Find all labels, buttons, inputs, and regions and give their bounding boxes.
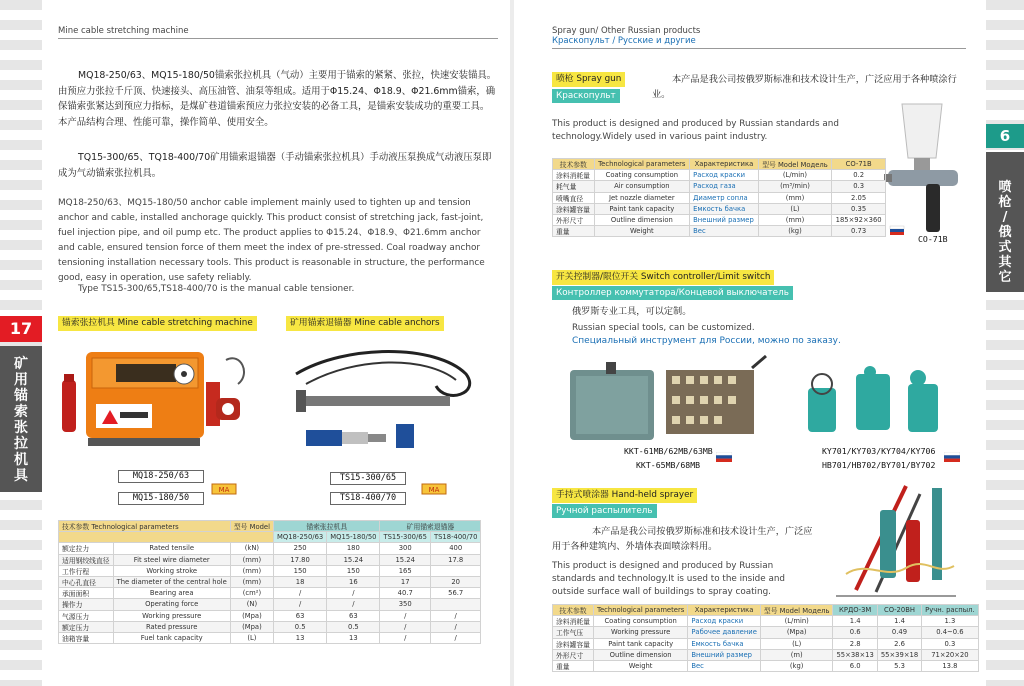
table-cell: (L) <box>760 638 833 649</box>
model-mq18: MQ18-250/63 <box>118 470 204 483</box>
right-side-char: / <box>1002 210 1008 225</box>
left-table-col-model: TS15-300/65 <box>380 532 430 543</box>
table-row <box>59 632 481 643</box>
ma-cert-mark-icon <box>420 478 448 496</box>
switch-controller-photo <box>566 354 774 450</box>
table-cell: (m³/min) <box>758 181 832 192</box>
hand-sprayer-spec-table <box>552 604 979 672</box>
page-spine <box>510 0 514 686</box>
table-cell: (kN) <box>230 543 273 554</box>
right-side-char: 枪 <box>998 195 1012 210</box>
spray-gun-photo <box>884 96 970 248</box>
spray-desc-en: This product is designed and produced by Russian standards and technology.Widely used in various paint industry. <box>552 119 839 142</box>
table-cell: (mm) <box>230 565 273 576</box>
table-cell: 55×39×18 <box>877 649 921 660</box>
table-cell: 17.8 <box>430 554 480 565</box>
table-cell: 40.7 <box>380 588 430 599</box>
table-cell: 1.4 <box>833 616 877 627</box>
table-cell: 外形尺寸 <box>553 214 595 225</box>
table-cell: 13 <box>274 632 327 643</box>
table-cell: / <box>380 621 430 632</box>
right-margin-stripes <box>986 0 1024 686</box>
svg-text:MA: MA <box>428 486 440 494</box>
svg-text:MA: MA <box>218 486 230 494</box>
table-row <box>59 565 481 576</box>
mine-cable-machine-label: 锚索张拉机具 Mine cable stretching machine <box>58 316 257 331</box>
table-row <box>59 543 481 554</box>
table-cell: Paint tank capacity <box>594 203 690 214</box>
table-cell: 250 <box>274 543 327 554</box>
sprayer-head-model-1: КРДО-3М <box>833 605 877 616</box>
table-cell: / <box>430 610 480 621</box>
table-cell <box>430 599 480 610</box>
table-cell: 165 <box>380 565 430 576</box>
table-cell: Расход газа <box>690 181 759 192</box>
table-cell: Bearing area <box>113 588 230 599</box>
table-cell: 350 <box>380 599 430 610</box>
table-row <box>553 226 886 237</box>
table-cell: 0.6 <box>833 627 877 638</box>
table-cell: 工作行程 <box>59 565 114 576</box>
table-row <box>553 649 979 660</box>
spray-gun-label-ru: Краскопульт <box>552 89 620 103</box>
table-cell: 13 <box>327 632 380 643</box>
table-cell: Вес <box>690 226 759 237</box>
table-cell: (mm) <box>230 576 273 587</box>
russian-flag-icon <box>716 452 732 462</box>
table-cell: 1.3 <box>922 616 978 627</box>
table-cell: 1.4 <box>877 616 921 627</box>
table-cell: (L/min) <box>758 170 832 181</box>
table-row <box>59 610 481 621</box>
table-cell: 56.7 <box>430 588 480 599</box>
table-cell: 0.2 <box>832 170 886 181</box>
sprayer-head-model-2: СО-20ВН <box>877 605 921 616</box>
sprayer-head-en: Technological parameters <box>593 605 687 616</box>
table-cell: 15.24 <box>380 554 430 565</box>
table-cell: 气源压力 <box>59 610 114 621</box>
table-row <box>59 599 481 610</box>
switch-controller-label: 开关控制器/限位开关 Switch controller/Limit switch <box>552 270 774 285</box>
right-side-title <box>986 152 1024 292</box>
right-head-rule <box>552 48 966 49</box>
table-cell <box>430 565 480 576</box>
table-cell: 13.8 <box>922 660 978 671</box>
table-cell: (kg) <box>760 660 833 671</box>
hand-sprayer-label: 手持式喷涂器 Hand-held sprayer <box>552 488 697 503</box>
table-cell: 15.24 <box>327 554 380 565</box>
left-intro-en: MQ18-250/63、MQ15-180/50 anchor cable implement mainly used to tighten up and tension anchor and cable, installed anchorage quickly. This product consist of stretching jack, fast-joint, fuel injection pipe, and oil pump etc. The product applies to Φ15.24、Φ18.9、Φ21.6mm anchor and cable, ensured tension force of them meet the index of pre-stressed. Coal roadway anchor tensioning installation necessary tools. This product is reasonable in structure, the performance good, easy in operation, use safety reliably. <box>58 198 485 284</box>
table-cell: Вес <box>688 660 761 671</box>
table-cell: 0.3 <box>922 638 978 649</box>
left-table-subhead-blank <box>59 532 274 543</box>
table-cell: Расход краски <box>688 616 761 627</box>
left-side-char: 具 <box>14 468 28 484</box>
table-row <box>553 170 886 181</box>
table-cell: / <box>327 588 380 599</box>
spray-head-en: Technological parameters <box>594 159 690 170</box>
right-running-head-en: Spray gun/ Other Russian products <box>552 26 701 36</box>
table-cell: Weight <box>594 226 690 237</box>
left-side-char: 张 <box>14 420 28 436</box>
spray-head-ru: Характеристика <box>690 159 759 170</box>
table-cell: Coating consumption <box>593 616 687 627</box>
table-cell: 2.6 <box>877 638 921 649</box>
spray-gun-spec-table <box>552 158 886 237</box>
table-cell: 重量 <box>553 226 595 237</box>
sprayer-head-model: 型号 Model Модель <box>760 605 833 616</box>
table-cell: Fuel tank capacity <box>113 632 230 643</box>
right-side-char: 俄 <box>998 225 1012 240</box>
left-side-char: 用 <box>14 372 28 388</box>
left-side-char: 锚 <box>14 388 28 404</box>
hand-sprayer-photo <box>836 480 966 602</box>
left-table-head-group-2: 矿用锚索退锚器 <box>380 521 481 532</box>
switch-caption-2b: HB701/HB702/BY701/BY702 <box>822 460 936 470</box>
table-cell: 操作力 <box>59 599 114 610</box>
spray-head-zh: 技术参数 <box>553 159 595 170</box>
switch-desc-ru: Специальный инструмент для России, можно по заказу. <box>572 336 841 346</box>
right-running-head <box>552 26 700 46</box>
table-cell: 5.3 <box>877 660 921 671</box>
table-cell: (mm) <box>758 214 832 225</box>
spray-desc-zh: 本产品是我公司按俄罗斯标准和技术设计生产，广泛应用于各种喷涂行业。 <box>652 74 957 100</box>
sprayer-head-zh: 技术参数 <box>553 605 594 616</box>
table-cell: 涂料罐容量 <box>553 638 594 649</box>
right-side-char: 式 <box>998 240 1012 255</box>
table-cell: (L/min) <box>760 616 833 627</box>
table-cell: Расход краски <box>690 170 759 181</box>
sprayer-head-ru: Характеристика <box>688 605 761 616</box>
right-page-number: 6 <box>986 124 1024 148</box>
table-row <box>553 214 886 225</box>
table-cell: 额定压力 <box>59 621 114 632</box>
table-cell: 71×20×20 <box>922 649 978 660</box>
table-cell: 中心孔直径 <box>59 576 114 587</box>
left-table-head-model: 型号 Model <box>230 521 273 532</box>
spray-gun-model-caption: CO-71B <box>918 234 948 244</box>
table-cell: 涂料消耗量 <box>553 170 595 181</box>
right-side-char: 喷 <box>998 180 1012 195</box>
spray-head-model: 型号 Model Модель <box>758 159 832 170</box>
left-intro-zh: MQ18-250/63、MQ15-180/50锚索张拉机具（气动）主要用于锚索的紧紧、张拉，快速安装锚具。由预应力张拉千斤顶、快速接头、高压油管、油泵等组成。适用于Φ15.24、Φ18.9、Φ21.6mm锚索，确保锚索张紧达到预应力指标，是煤矿巷道锚索预应力张拉安装的必备工具，是锚索安装成功的重要工具。本产品结构合理、性能可靠，操作简单、使用安全。 <box>58 70 497 128</box>
table-cell: 2.8 <box>833 638 877 649</box>
hand-sprayer-desc-zh: 本产品是我公司按俄罗斯标准和技术设计生产，广泛应用于各种建筑内、外墙体表面喷涂料用。 <box>552 526 813 552</box>
left-table-col-model: MQ15-180/50 <box>327 532 380 543</box>
limit-switch-photo <box>788 364 964 448</box>
mine-cable-anchors-label: 矿用锚索退锚器 Mine cable anchors <box>286 316 444 331</box>
table-row <box>553 181 886 192</box>
left-side-char: 拉 <box>14 436 28 452</box>
switch-desc-zh: 俄罗斯专业工具，可以定制。 <box>572 306 692 317</box>
table-cell: (kg) <box>758 226 832 237</box>
right-running-head-ru: Краскопульт / Русские и другие <box>552 36 696 46</box>
table-cell: Operating force <box>113 599 230 610</box>
table-cell: 涂料罐容量 <box>553 203 595 214</box>
hand-sprayer-label-ru: Ручной распылитель <box>552 504 657 518</box>
table-cell: Rated pressure <box>113 621 230 632</box>
table-cell: / <box>380 632 430 643</box>
left-side-char: 索 <box>14 404 28 420</box>
table-cell: 6.0 <box>833 660 877 671</box>
table-cell: / <box>380 610 430 621</box>
table-cell: Air consumption <box>594 181 690 192</box>
table-cell: Outline dimension <box>594 214 690 225</box>
table-cell: Емкость бачка <box>690 203 759 214</box>
table-cell: 2.05 <box>832 192 886 203</box>
table-cell: (Mpa) <box>230 610 273 621</box>
left-side-char: 矿 <box>14 356 28 372</box>
left-intro-zh-2: TQ15-300/65、TQ18-400/70矿用锚索退锚器（手动锚索张拉机具）手动液压泵换成气动液压泵即成为气动锚索张拉机具。 <box>58 152 492 179</box>
table-cell: 180 <box>327 543 380 554</box>
table-cell: 0.3 <box>832 181 886 192</box>
table-cell: 耗气量 <box>553 181 595 192</box>
table-cell: Working stroke <box>113 565 230 576</box>
mine-cable-anchors-photo <box>286 334 486 458</box>
table-cell: 0.73 <box>832 226 886 237</box>
left-side-title <box>0 346 42 492</box>
left-table-col-model: MQ18-250/63 <box>274 532 327 543</box>
table-cell: (mm) <box>230 554 273 565</box>
table-cell: (cm²) <box>230 588 273 599</box>
hand-sprayer-desc-en: This product is designed and produced by Russian standards and technology.It is used to the inside and outside surface wall of buildings to spray coating. <box>552 561 785 597</box>
table-row <box>553 660 979 671</box>
left-page-number: 17 <box>0 316 42 342</box>
table-cell: / <box>274 599 327 610</box>
left-table-body <box>59 543 481 644</box>
table-cell: 0.49 <box>877 627 921 638</box>
switch-caption-2a: KY701/KY703/KY704/KY706 <box>822 446 936 456</box>
table-cell: (mm) <box>758 192 832 203</box>
table-cell: (L) <box>758 203 832 214</box>
spray-head-model-name: CO-71B <box>832 159 886 170</box>
table-row <box>553 616 979 627</box>
table-cell: 0.5 <box>274 621 327 632</box>
left-table-head-params: 技术参数 Technological parameters <box>59 521 231 532</box>
table-cell: Диаметр сопла <box>690 192 759 203</box>
table-cell: 150 <box>274 565 327 576</box>
ma-cert-mark-icon <box>210 478 238 496</box>
right-side-char: 它 <box>998 270 1012 285</box>
table-cell: 63 <box>274 610 327 621</box>
russian-flag-icon <box>944 452 960 462</box>
spray-table-body <box>553 170 886 237</box>
sprayer-table-body <box>553 616 979 672</box>
table-cell: (m) <box>760 649 833 660</box>
table-cell: 150 <box>327 565 380 576</box>
table-row <box>553 627 979 638</box>
table-cell: Rated tensile <box>113 543 230 554</box>
table-cell: (N) <box>230 599 273 610</box>
table-cell: 16 <box>327 576 380 587</box>
table-row <box>59 621 481 632</box>
table-cell: Fit steel wire diameter <box>113 554 230 565</box>
left-spec-table <box>58 520 481 644</box>
table-cell: 工作气压 <box>553 627 594 638</box>
table-cell: 18 <box>274 576 327 587</box>
table-cell: Емкость бачка <box>688 638 761 649</box>
table-cell: / <box>274 588 327 599</box>
table-cell: Внешний размер <box>688 649 761 660</box>
table-cell: 0.4~0.6 <box>922 627 978 638</box>
table-cell: 承面面积 <box>59 588 114 599</box>
table-cell: 400 <box>430 543 480 554</box>
mine-cable-machine-photo <box>56 334 256 464</box>
table-cell: Рабочее давление <box>688 627 761 638</box>
table-cell: 185×92×360 <box>832 214 886 225</box>
table-cell: The diameter of the central hole <box>113 576 230 587</box>
switch-controller-label-ru: Контроллер коммутатора/Концевой выключатель <box>552 286 793 300</box>
table-cell: (L) <box>230 632 273 643</box>
table-row <box>553 203 886 214</box>
table-cell: Внешний размер <box>690 214 759 225</box>
model-ts15: TS15-300/65 <box>330 472 406 485</box>
table-cell: 涂料消耗量 <box>553 616 594 627</box>
table-cell: (Mpa) <box>760 627 833 638</box>
left-table-head-group-1: 锚索张拉机具 <box>274 521 380 532</box>
table-cell: Coating consumption <box>594 170 690 181</box>
table-cell: 17.80 <box>274 554 327 565</box>
table-row <box>553 192 886 203</box>
left-table-col-model: TS18-400/70 <box>430 532 480 543</box>
table-row <box>553 638 979 649</box>
table-cell: 300 <box>380 543 430 554</box>
table-cell: 适用钢绞线直径 <box>59 554 114 565</box>
table-cell: 重量 <box>553 660 594 671</box>
table-row <box>59 588 481 599</box>
switch-caption-1a: KKT-61MB/62MB/63MB <box>624 446 713 456</box>
table-cell: 额定拉力 <box>59 543 114 554</box>
table-cell: / <box>430 621 480 632</box>
table-cell: Weight <box>593 660 687 671</box>
table-cell: Jet nozzle diameter <box>594 192 690 203</box>
table-cell: 油箱容量 <box>59 632 114 643</box>
right-side-char: 其 <box>998 255 1012 270</box>
left-running-head: Mine cable stretching machine <box>58 26 498 39</box>
left-margin-stripes <box>0 0 42 686</box>
table-cell: (Mpa) <box>230 621 273 632</box>
left-intro-en-2: Type TS15-300/65,TS18-400/70 is the manual cable tensioner. <box>78 284 355 294</box>
switch-desc-en: Russian special tools, can be customized. <box>572 323 755 333</box>
table-cell: 17 <box>380 576 430 587</box>
table-cell: 0.5 <box>327 621 380 632</box>
model-ts18: TS18-400/70 <box>330 492 406 505</box>
table-cell: 喷嘴直径 <box>553 192 595 203</box>
table-cell: 63 <box>327 610 380 621</box>
sprayer-head-model-3: Ручн. распыл. <box>922 605 978 616</box>
table-cell: Working pressure <box>593 627 687 638</box>
spray-gun-label: 喷枪 Spray gun <box>552 72 625 87</box>
model-mq15: MQ15-180/50 <box>118 492 204 505</box>
table-cell: Outline dimension <box>593 649 687 660</box>
table-cell: 外形尺寸 <box>553 649 594 660</box>
table-row <box>59 554 481 565</box>
table-cell: 20 <box>430 576 480 587</box>
table-row <box>59 576 481 587</box>
table-cell: Working pressure <box>113 610 230 621</box>
switch-caption-1b: KKT-65MB/68MB <box>636 460 701 470</box>
table-cell: 55×38×13 <box>833 649 877 660</box>
table-cell: / <box>327 599 380 610</box>
left-side-char: 机 <box>14 452 28 468</box>
table-cell: 0.35 <box>832 203 886 214</box>
table-cell: Paint tank capacity <box>593 638 687 649</box>
table-cell: / <box>430 632 480 643</box>
